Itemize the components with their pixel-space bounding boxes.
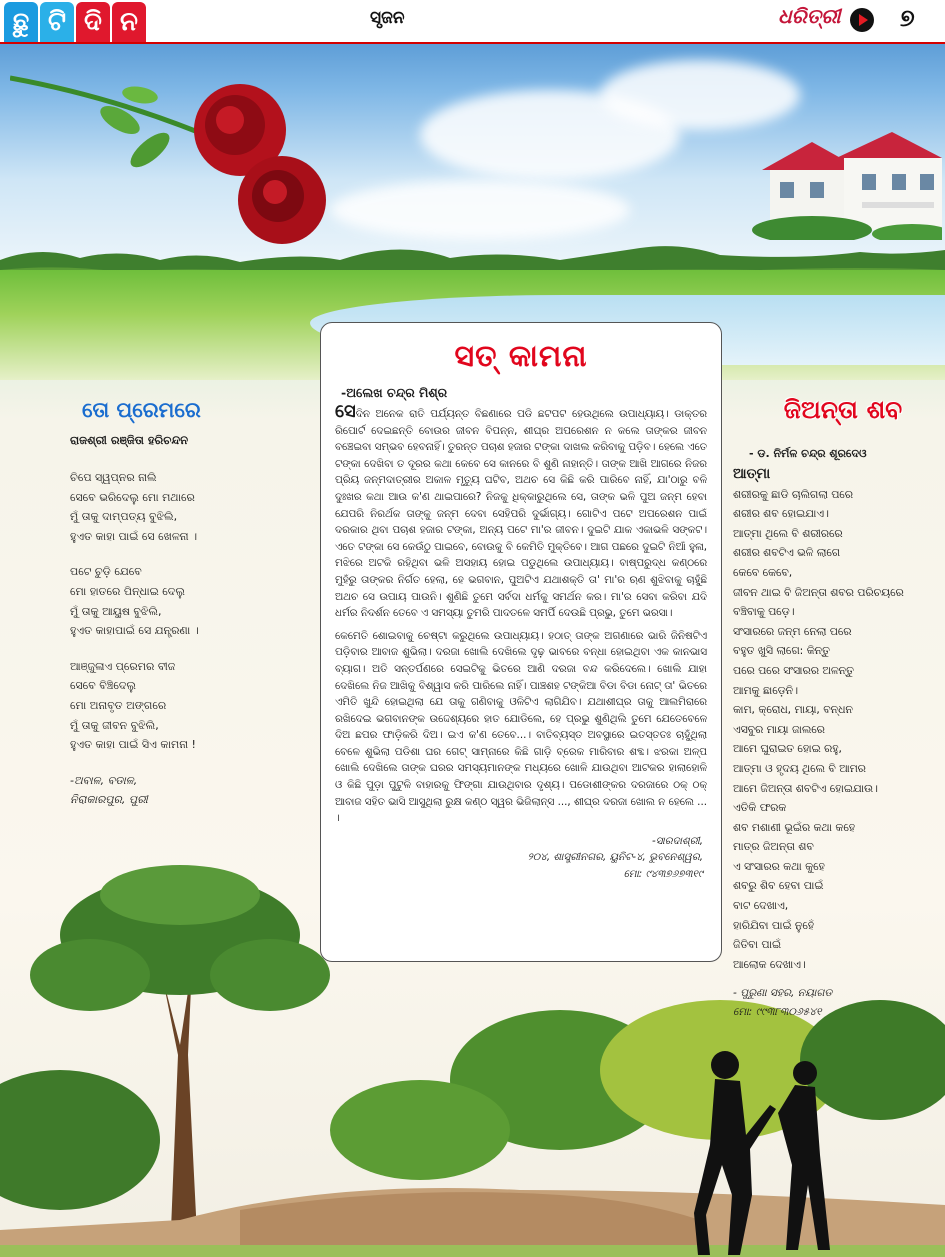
poem-line: ବାଟ ଦେଖାଏ, <box>733 899 789 913</box>
drop-cap: ସେ <box>335 401 356 422</box>
poem-line: ହୁଏତ କାହାପାଇଁ ସେ ଯନ୍ତ୍ରଣା । <box>70 624 199 638</box>
poem-line: ହୁଏତ କାହା ପାଇଁ ସେ ଖେଳନା । <box>70 529 198 543</box>
poem-author: ରାଜଶ୍ରୀ ରଞ୍ଜିତା ହରିଚନ୍ଦନ <box>70 433 189 447</box>
poem-line: ଆମେ ଜିଅନ୍ତା ଶବଟିଏ ହୋଇଯାଉ। <box>733 781 878 795</box>
poem-title: ଜିଅନ୍ତା ଶବ <box>783 395 903 424</box>
poem-line: ଶରୀରକୁ ଛାଡି ଚାଲିଗଲା ପରେ <box>733 487 853 501</box>
logo-letter: ଛୁ <box>4 2 38 42</box>
poem-address <box>70 771 315 810</box>
poem-line: ଶବରୁ ଶିବ ହେବା ପାଇଁ <box>733 879 824 893</box>
poem-line: ବଞ୍ଚିବାକୁ ପଡ଼େ। <box>733 605 795 619</box>
poem-line: ଏ ସଂସାରର କଥା କୁହେ <box>733 859 825 873</box>
poem-line: ମାତ୍ର ଜିଅନ୍ତା ଶବ <box>733 840 814 854</box>
poem-line: ସଂସାରରେ ଜନ୍ମ ନେଲା ପରେ <box>733 624 852 638</box>
poem-line: ଶରୀର ଶବ ହୋଇଯାଏ। <box>733 507 829 521</box>
brand-name: ଧରିତ୍ରୀ <box>778 4 841 28</box>
chhutidina-logo <box>4 2 146 42</box>
section-title: ସୃଜନ <box>370 8 405 28</box>
poem-line: ହାରିଯିବା ପାଇଁ ନୁହେଁ <box>733 918 815 932</box>
story-signature <box>335 833 707 883</box>
story-title: ସତ୍ କାମନା <box>454 339 588 374</box>
poem-line: ସେବେ ବିଞ୍ଚିଦେଲୁ <box>70 679 136 693</box>
story-paragraph: କେମେତି ଶୋଇବାକୁ ଚେଷ୍ଟା କରୁଥିଲେ ଉପାଧ୍ୟାୟ। ହଠାତ୍ ତାଙ୍କ ଅଗଣାରେ ଭାରି ଜିନିଷଟିଏ ପଡ଼ିବାର ଆବାଜ ଶୁଭିଲା। ଦରଜା ଖୋଲି ଦେଖିଲେ ଦୃଢ଼ ଭାବରେ ବନ୍ଧା ହୋଇଥିବା ଏକ କାନଭାସ ବ୍ୟାଗ। ଅତି ସନ୍ତର୍ପଣରେ ସେଇଟିକୁ ଭିତରେ ଆଣି ଦରଜା ବନ୍ଦ କରିଦେଲେ। ଖୋଲି ଯାହା ଦେଖିଲେ ନିଜ ଆଖିକୁ ବିଶ୍ୱାସ କରି ପାରିଲେ ନାହିଁ। ପାଞ୍ଚଶହ ଟଙ୍କିଆ ବିଡା ବିଡା ନୋଟ୍ ତା' ଭିତରେ ଏମିତି ଖୁନ୍ଦି ହୋଇଥିଲା ଯେ ତାକୁ ଗଣିବାକୁ ଓଳିଟିଏ ଲାଗିଯିବ। ଯଥାଶୀଘ୍ର ତାକୁ ଆଲମିରାରେ ରଖିଦେଇ ଭଗବାନଙ୍କ ଉଦ୍ଦେଶ୍ୟରେ ହାତ ଯୋଡିଲେ, ହେ ପ୍ରଭୁ ଶୁଣିଥିଲି ତୁମେ ଯେତେବେଳେ ଦିଅ ଛପର ଫାଡ଼ିକରି ଦିଅ। ଇଏ କ'ଣ ତେବେ...। ବାତିବ୍ୟସ୍ତ ଅବସ୍ଥାରେ ଇତସ୍ତତଃ ଚାହୁଁଥିଲା ବେଳେ ଶୁଭିଲା ପଡିଶା ଘର ଗେଟ୍ ସାମ୍ନାରେ କିଛି ଗାଡ଼ି ବ୍ରେକ ମାରିବାର ଶବ୍ଦ। ଝରକା ଅଳ୍ପ ଖୋଲି ଦେଖିଲେ ତାଙ୍କ ଘରର ସମସ୍ୟମାନଙ୍କ ମଧ୍ୟରେ ଖୋଳି ଯାଉଥିବା ଆଟକର ହାଲାହୋଳି ଓ କିଛି ପୁଡ଼ା ପୁଟୁଳି ବାହାରକୁ ଫିଙ୍ଗା ଯାଉଥିବାର ଦୃଶ୍ୟ। ପଡୋଶୀଙ୍କର ଦରଜାରେ ଠକ୍ ଠକ୍ ଆବାଜ ସହିତ ଭାସି ଆସୁଥିଲା ରୁକ୍ଷ କଣ୍ଠ ସ୍ୱର ଭିଜିଲାନ୍ସ ..., ଶୀଘ୍ର ଦରଜା ଖୋଲ ନ ହେଲେ ... । <box>335 629 707 825</box>
rose-illustration <box>10 70 340 260</box>
poem-line: ବହୁତ ଖୁସି ଲାଗେ: କିନ୍ତୁ <box>733 644 830 658</box>
cloud-decoration <box>600 60 800 130</box>
logo-letter: ଟି <box>40 2 74 42</box>
poem-title: ତୋ ପ୍ରେମରେ <box>82 398 201 422</box>
poem-line: ଏତିକି ଫରକ <box>733 801 787 815</box>
poem-line: ମୁଁ ତାକୁ ଦାମ୍ପତ୍ୟ ବୁଝିଲି, <box>70 510 178 524</box>
address-line: -ଅବାଳ, ବଡାଳ, <box>70 773 138 787</box>
logo-letter: ଦି <box>76 2 110 42</box>
poem-lines <box>733 465 943 974</box>
poem-stanza <box>70 468 315 546</box>
signature-line: ୨୦୪, ଶାସ୍ତ୍ରୀନଗର, ୟୁନିଟ-୪, ଭୁବନେଶ୍ୱର, <box>527 851 703 864</box>
couple-silhouette <box>680 1045 850 1257</box>
poem-to-premare <box>70 398 315 810</box>
poem-line: ଆତ୍ମା ଥିଲେ ବି ଶରୀରରେ <box>733 526 843 540</box>
story-box <box>320 322 722 962</box>
poem-line: ଆଲୋକ ଦେଖାଏ। <box>733 957 806 971</box>
address-line: ନିରାକାରପୁର, ପୁରୀ <box>70 793 148 807</box>
poem-line: ମୁଁ ତାକୁ ଜୀବନ ବୁଝିଲି, <box>70 718 159 732</box>
page-header <box>0 0 945 44</box>
page-number: ୭ <box>900 4 915 32</box>
poem-line: ଆଞ୍ଜୁଳାଏ ପ୍ରେମର ବୀଜ <box>70 659 176 673</box>
poem-line: ଏସବୁର ମାୟା ଜାଲରେ <box>733 722 825 736</box>
poem-line: ଆମକୁ ଛାଡ଼େନି। <box>733 683 798 697</box>
play-icon <box>850 8 874 32</box>
address-line: - ପୁରୁଣା ସହର, ନୟାଗଡ <box>733 987 833 1000</box>
poem-line: କାମ, କ୍ରୋଧ, ମାୟା, ବନ୍ଧନ <box>733 703 853 717</box>
signature-line: ମୋ: ୯୪୩୭୬୭୩୧୯ <box>623 868 703 881</box>
poem-address <box>733 984 943 1022</box>
poem-line: କେବେ କେବେ, <box>733 565 793 579</box>
logo-letter: ନ <box>112 2 146 42</box>
poem-stanza <box>70 657 315 755</box>
signature-line: -ସାରଦାଶ୍ରୀ, <box>652 834 703 847</box>
story-author: -ଅଲେଖ ଚନ୍ଦ୍ର ମିଶ୍ର <box>341 385 448 400</box>
poem-jianta-saba <box>733 395 943 1022</box>
poem-line: ଆତ୍ମା ଓ ହୃଦୟ ଥିଲେ ବି ଆମର <box>733 761 866 775</box>
poem-line: ହୁଏତ କାହା ପାଇଁ ସିଏ କାମନା ! <box>70 738 196 752</box>
poem-line: ମୋ ହାତରେ ପିନ୍ଧାଇ ଦେଲୁ <box>70 584 185 598</box>
house-decoration <box>752 130 942 240</box>
poem-line: ଜୀବନ ଥାଇ ବି ଜିଅନ୍ତା ଶବର ପରିଚୟରେ <box>733 585 904 599</box>
poem-line: ଆତ୍ମା <box>733 466 771 482</box>
poem-line: ଜିତିବା ପାଇଁ <box>733 938 781 952</box>
poem-line: ମୁଁ ତାକୁ ଆୟୁଷ ବୁଝିଲି, <box>70 604 162 618</box>
cloud-decoration <box>330 180 630 240</box>
paragraph-text: ଦିନ ଅନେକ ରାତି ପର୍ଯ୍ୟନ୍ତ ବିଛଣାରେ ପଡି ଛଟପଟ ହେଉଥିଲେ ଉପାଧ୍ୟାୟ। ଡାକ୍ତର ରିପୋର୍ଟ ଦେଇଛନ୍ତି ବୋଉର ଜୀବନ ବିପନ୍ନ, ଶୀଘ୍ର ଅପରେଶନ ନ କଲେ ତାଙ୍କର ଜୀବନ ବଞ୍ଚେଇବା ସମ୍ଭବ ହେବନାହିଁ। ତୁରନ୍ତ ପଚାଶ ହଜାର ଟଙ୍କା ଦାଖଲ କରିବାକୁ ପଡ଼ିବ। ହେଲେ ଏତେ ଟଙ୍କା ଦେଖିବା ତ ଦୂରର କଥା କେବେ ସେ କାନରେ ବି ଶୁଣି ନାହାନ୍ତି। ତାଙ୍କ ଆଖି ଆଗରେ ନିଜର ପ୍ରିୟ ଜନ୍ମଦାତ୍ରୀର ଅକାଳ ମୃତ୍ୟୁ ଘଟିବ, ଅଥଚ ସେ କିଛି କରି ପାରିବେ ନାହିଁ, ଯା'ଠାରୁ ବଳି ଦୁଃଖର କଥା ଆଉ କ'ଣ ଥାଇପାରେ? ନିଜକୁ ଧିକ୍କାରୁଥିଲେ ସେ, ତାଙ୍କ ଭଳି ପୁଅ ଜନ୍ମ ହେବା ଯେପରି ନିରର୍ଥକ ତାଙ୍କୁ ଜନ୍ମ ଦେବା ସେହିପରି ଦୁର୍ଭାଗ୍ୟ। ଗୋଟିଏ ପଟେ ଅପରେଶନ ପାଇଁ ଦରକାର ଥିବା ପଚାଶ ହଜାର ଟଙ୍କା, ଅନ୍ୟ ପଟେ ମା'ର ଜୀବନ। ଦୁଇଟି ଯାକ ଏକାଭଳି ସଙ୍କଟ। ଏତେ ଟଙ୍କା ସେ କେଉଁଠୁ ପାଇବେ, ବୋଉକୁ ବି କେମିତି ମୁକ୍ତିବେ। ଆଗ ପଛରେ ଦୁଇଟି ନିଆଁ ହୁଳା, ମଝିରେ ଅଟକି ରହିଥିବା ଭଳି ଅସହାୟ ହୋଇ ପଡୁଥିଲେ ଉପାଧ୍ୟାୟ। ବାଷ୍ପରୁଦ୍ଧ କଣ୍ଠରେ ମୁହଁରୁ ତାଙ୍କର ନିର୍ଗତ ହେଲା, ହେ ଭଗବାନ, ପୁଅଟିଏ ଯଥାଶକ୍ତି ତା' ମା'ର ଋଣ ଶୁଝିବାକୁ ଚାହୁଁଛି ଅଥଚ ସେ ଉପାୟ ପାଉନି। ଶୁଣିଛି ତୁମେ ସର୍ବଦା ଧର୍ମକୁ ସମର୍ଥନ କର। ମା'ର ସେବା କରିବା ଯଦି ଧର୍ମର ନିଦର୍ଶନ ତେବେ ଏ ସମସ୍ୟା ତୁମରି ପାଦତଳେ ସମର୍ପି ଦେଉଛି ପ୍ରଭୁ, ତୁମେ ଭରସା। <box>335 408 707 620</box>
poem-line: ମୋ ଅନାବୃତ ଅଙ୍ଗରେ <box>70 698 167 712</box>
address-line: ମୋ: ୯୯୩୮୩୦୬୫୪୧ <box>733 1006 822 1019</box>
poem-author: - ଡ. ନିର୍ମଳ ଚନ୍ଦ୍ର ଶୂରଦେଓ <box>749 447 867 460</box>
poem-line: ପରେ ପରେ ସଂସାରର ଅଳନ୍ତୁ <box>733 663 854 677</box>
poem-line: ପଟେ ଚୁଡ଼ି ଯେବେ <box>70 565 142 579</box>
poem-stanza <box>70 562 315 640</box>
poem-line: ଶବ ମଶାଣୀ ଭୂଇଁର କଥା କହେ <box>733 820 856 834</box>
poem-line: ଶରୀର ଶବଟିଏ ଭଳି ଲାଗେ <box>733 546 841 560</box>
poem-line: ଚିପେ ସ୍ୱପ୍ନର ନାଲି <box>70 471 157 484</box>
story-paragraph <box>335 401 707 622</box>
poem-line: ଆମେ ଘୁରାଇତ ହୋଇ ରହୁ, <box>733 742 842 756</box>
poem-line: ସେବେ ଭରିଦେଲୁ ମୋ ମଥାରେ <box>70 490 195 504</box>
